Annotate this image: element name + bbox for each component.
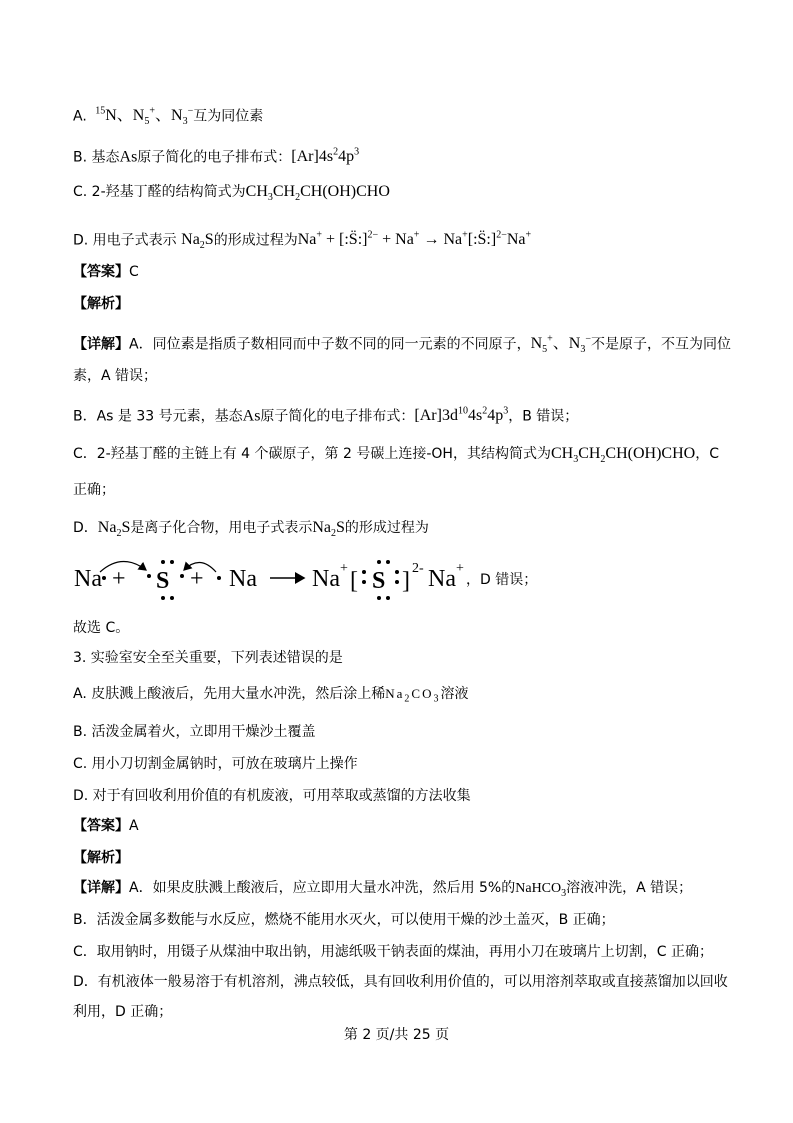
- svg-text:Na: Na: [312, 566, 340, 592]
- formula-nahco3: NaHCO$_3$: [515, 881, 567, 899]
- q3-option-a: A. 皮肤溅上酸液后，先用大量水冲洗，然后涂上稀$Na_2CO_3$溶液: [73, 686, 469, 705]
- q3-analysis-label: 【解析】: [73, 850, 129, 866]
- formula-na2s: $Na_2S$: [181, 231, 214, 252]
- q2-conclusion: 故选 C。: [73, 620, 130, 636]
- q2-detail-d-tail: ，D 错误；: [466, 572, 538, 588]
- q3-option-c: C. 用小刀切割金属钠时，可放在玻璃片上操作: [73, 756, 358, 772]
- q3-detail-b: B．活泼金属多数能与水反应，燃烧不能用水灭火，可以使用干燥的沙土盖灭，B 正确；: [73, 912, 615, 928]
- formula-n5-n3: $N_5^+$、$N_3^-$: [530, 334, 591, 356]
- q3-stem: 3. 实验室安全至关重要，下列表述错误的是: [73, 650, 343, 666]
- q3-detail-d-line2: 利用，D 正确；: [73, 1004, 173, 1020]
- svg-text:Na: Na: [229, 566, 257, 592]
- svg-text:+: +: [190, 566, 204, 592]
- formula-hydroxybutanal-detail: $CH_3CH_2CH(OH)CHO$: [550, 445, 696, 466]
- q3-option-d: D. 对于有回收利用价值的有机废液，可用萃取或蒸馏的方法收集: [73, 788, 471, 804]
- formula-na2s-formation-wrong: Na+ + [:S̈:]$^{2-}$ + Na+ → Na+[:S̈:]$^{2-}$Na+: [297, 230, 532, 249]
- svg-text:[: [: [350, 568, 358, 594]
- svg-text:S: S: [156, 568, 170, 594]
- q3-detail-d-line1: D．有机液体一般易溶于有机溶剂，沸点较低，具有回收利用价值的，可以用溶剂萃取或直接蒸馏加以回收: [73, 974, 728, 990]
- q3-detail-a: 【详解】A．如果皮肤溅上酸液后，应立即用大量水冲洗，然后用 5%的NaHCO$_3$溶液冲洗，A 错误；: [73, 880, 693, 899]
- svg-text:+: +: [112, 566, 126, 592]
- q2-detail-c-line2: 正确；: [73, 482, 115, 498]
- q2-detail-c-line1: C．2-羟基丁醛的主链上有 4 个碳原子，第 2 号碳上连接-OH，其结构简式为$CH_3CH_2CH(OH)CHO$，C: [73, 445, 719, 466]
- q2-detail-a-line1: 【详解】A．同位素是指质子数相同而中子数不同的同一元素的不同原子，$N_5^+$、$N_3^-$不是原子，不互为同位: [73, 334, 731, 356]
- q2-option-a: A. $^{15}$N、$N_5^+$、$N_3^-$互为同位素: [73, 106, 264, 128]
- q2-analysis-label: 【解析】: [73, 296, 129, 312]
- q2-option-d: D. 用电子式表示 $Na_2S$的形成过程为Na+ + [:S̈:]$^{2-}$ + Na+ → Na+[:S̈:]$^{2-}$Na+: [73, 230, 532, 252]
- svg-text:+: +: [340, 561, 348, 576]
- svg-text:2-: 2-: [412, 561, 424, 576]
- formula-as-config-wrong: $[Ar]4s^24p^3$: [291, 147, 360, 166]
- q2-answer: 【答案】C: [73, 264, 139, 280]
- q2-detail-a-line2: 素，A 错误；: [73, 368, 158, 384]
- q2-detail-d-line1: D．$Na_2S$是离子化合物，用电子式表示$Na_2S$的形成过程为: [73, 519, 429, 540]
- q2-option-b: B. 基态As原子简化的电子排布式：$[Ar]4s^24p^3$: [73, 147, 360, 166]
- formula-na2co3: $Na_2CO_3$: [385, 686, 441, 705]
- svg-text:]: ]: [402, 568, 410, 594]
- q2-option-c: C. 2-羟基丁醛的结构简式为$CH_3CH_2CH(OH)CHO$: [73, 183, 390, 204]
- q2-detail-b: B．As 是 33 号元素，基态As原子简化的电子排布式：$[Ar]3d^{10}4s^24p^3$，B 错误；: [73, 406, 579, 425]
- q3-answer: 【答案】A: [73, 818, 139, 834]
- svg-text:Na: Na: [428, 566, 456, 592]
- svg-text:Na: Na: [74, 566, 102, 592]
- formula-as-config-correct: $[Ar]3d^{10}4s^24p^3$: [414, 406, 509, 425]
- svg-text:S: S: [372, 568, 386, 594]
- q3-detail-c: C．取用钠时，用镊子从煤油中取出钠，用滤纸吸干钠表面的煤油，再用小刀在玻璃片上切割，C 正确；: [73, 944, 713, 960]
- formula-hydroxybutanal: $CH_3CH_2CH(OH)CHO$: [245, 183, 390, 204]
- page-footer: 第 2 页/共 25 页: [343, 1027, 450, 1043]
- electron-dot-equation: [72, 552, 612, 606]
- q3-option-b: B. 活泼金属着火，立即用干燥沙土覆盖: [73, 724, 316, 740]
- formula-isotopes: $^{15}$N、$N_5^+$、$N_3^-$: [95, 106, 194, 128]
- svg-text:+: +: [456, 561, 464, 576]
